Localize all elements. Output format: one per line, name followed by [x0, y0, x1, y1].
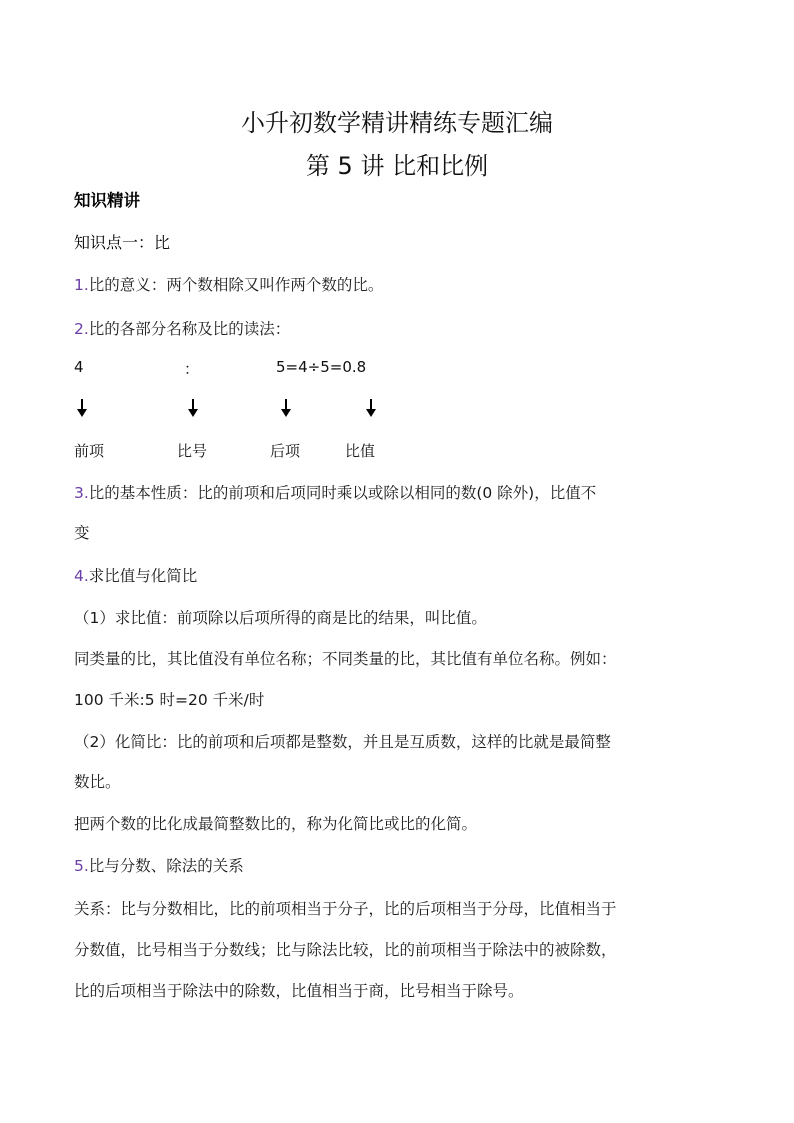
item-3-number: 3. — [74, 484, 89, 502]
item-5-line-3: 比的后项相当于除法中的除数，比值相当于商，比号相当于除号。 — [74, 982, 524, 1000]
item-1-text: ：两个数相除又叫作两个数的比。 — [150, 276, 384, 294]
item-2-number: 2. — [74, 320, 89, 338]
diagram-equation: 5=4÷5=0.8 — [276, 358, 367, 376]
item-3-continuation: 变 — [74, 524, 90, 542]
down-arrow-icon — [364, 398, 378, 418]
item-3-text: ：比的前项和后项同时乘以或除以相同的数(0 除外)，比值不 — [181, 484, 597, 502]
diagram-label-sign: 比号 — [177, 442, 208, 460]
item-4 — [74, 565, 734, 587]
item-5-number: 5. — [74, 857, 89, 875]
item-4-paragraph-1: （1）求比值：前项除以后项所得的商是比的结果，叫比值。 — [74, 609, 487, 627]
item-4-example: 100 千米:5 时=20 千米/时 — [74, 691, 265, 709]
item-4-label: 求比值与化简比 — [88, 567, 198, 585]
document-title: 小升初数学精讲精练专题汇编 — [241, 109, 553, 137]
item-3 — [74, 482, 734, 504]
down-arrow-icon — [186, 398, 200, 418]
item-5-line-2: 分数值，比号相当于分数线；比与除法比较，比的前项相当于除法中的被除数， — [74, 941, 617, 959]
item-2 — [74, 318, 734, 340]
item-1 — [74, 274, 734, 296]
diagram-label-back: 后项 — [270, 442, 301, 460]
document-subtitle: 第 5 讲 比和比例 — [305, 152, 489, 180]
diagram-label-value: 比值 — [345, 442, 376, 460]
item-4-paragraph-3: （2）化简比：比的前项和后项都是整数，并且是互质数，这样的比就是最简整 — [74, 733, 611, 751]
item-2-label: 比的各部分名称及比的读法： — [88, 320, 291, 338]
item-5 — [74, 855, 734, 877]
diagram-label-front: 前项 — [74, 442, 105, 460]
down-arrow-icon — [75, 398, 89, 418]
item-5-line-1: 关系：比与分数相比，比的前项相当于分子，比的后项相当于分母，比值相当于 — [74, 900, 617, 918]
down-arrow-icon — [279, 398, 293, 418]
item-4-paragraph-2: 同类量的比，其比值没有单位名称；不同类量的比，其比值有单位名称。例如： — [74, 650, 617, 668]
item-1-label: 比的意义 — [88, 276, 151, 294]
item-3-label: 比的基本性质 — [88, 484, 182, 502]
item-4-paragraph-3-cont: 数比。 — [74, 773, 121, 791]
item-1-number: 1. — [74, 276, 89, 294]
section-heading: 知识精讲 — [74, 191, 140, 210]
item-4-number: 4. — [74, 567, 89, 585]
diagram-front-term: 4 — [74, 358, 84, 376]
item-4-paragraph-4: 把两个数的比化成最简整数比的，称为化简比或比的化简。 — [74, 815, 478, 833]
diagram-ratio-sign: ： — [184, 360, 200, 378]
item-5-label: 比与分数、除法的关系 — [88, 857, 244, 875]
knowledge-point-heading: 知识点一：比 — [74, 233, 171, 252]
